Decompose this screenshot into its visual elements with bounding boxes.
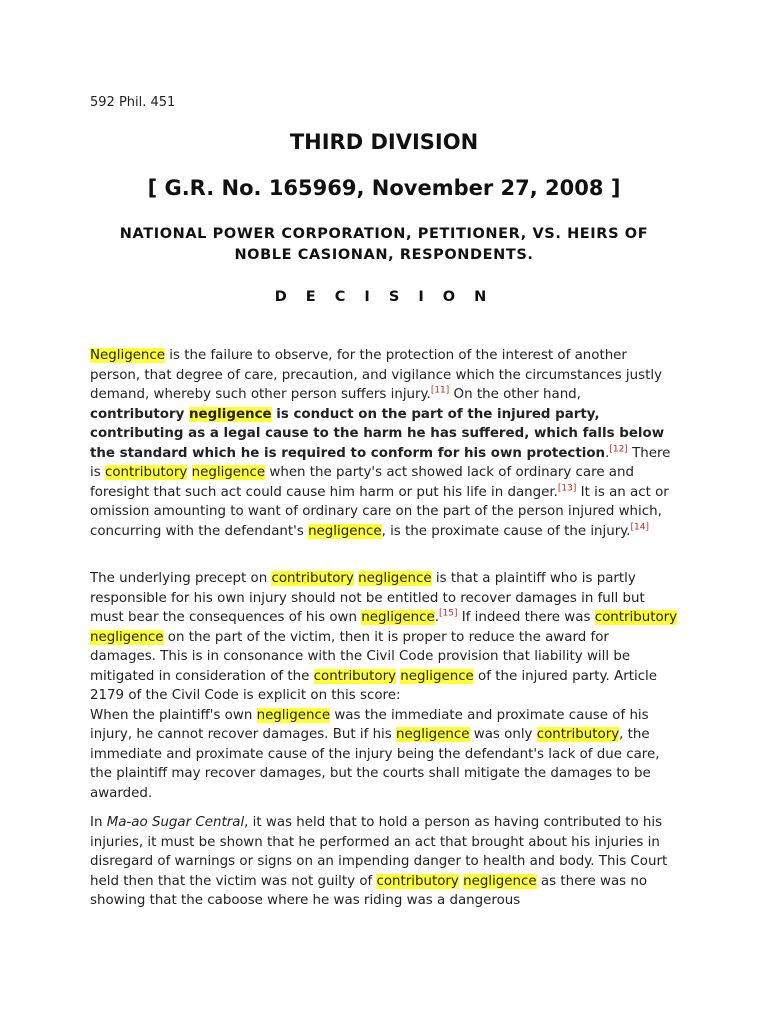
text-run: , it was held that to hold a person as having contributed to his injuries, it must be shown that he performed an act that brought about his injuries in disregard of warnings or signs on an impending danger to health and body. This Court held then that the victim was not guilty of <box>90 815 668 889</box>
case-name-italic: Ma-ao Sugar Central <box>106 815 245 830</box>
highlighted-term: negligence <box>90 629 164 645</box>
highlighted-term: negligence <box>188 406 272 422</box>
highlighted-term: negligence <box>361 610 435 625</box>
highlighted-term: negligence <box>256 707 331 723</box>
paragraph-ma-ao-sugar-central <box>90 813 678 911</box>
highlighted-term: negligence <box>463 873 537 889</box>
decision-body <box>90 346 678 911</box>
highlighted-term: negligence <box>358 571 432 586</box>
footnote-link[interactable]: [13] <box>557 483 577 494</box>
text-run: . <box>605 445 610 461</box>
text-run: It is an act or omission amounting to want of ordinary care on the part of the person injured which, concurring with the defendant's <box>90 484 669 539</box>
parties-heading: NATIONAL POWER CORPORATION, PETITIONER, VS. HEIRS OF NOBLE CASIONAN, RESPONDENTS. <box>119 226 649 263</box>
highlighted-term: contributory <box>594 610 678 625</box>
decision-label: D E C I S I O N <box>274 289 494 305</box>
text-run: If indeed there was <box>457 610 595 625</box>
highlighted-term: negligence <box>400 668 474 684</box>
paragraph-underlying-precept <box>90 569 678 706</box>
text-run: , the immediate and proximate cause of the injury being the defendant's lack of due care, the plaintiff may recover damages, but the courts shall mitigate the damages to be awarded. <box>90 727 660 801</box>
highlighted-term: Negligence <box>90 348 166 363</box>
text-run: when the party's act showed lack of ordinary care and foresight that such act could cause him harm or put his life in danger. <box>90 465 635 500</box>
highlighted-term: contributory <box>271 571 354 586</box>
case-number-heading: [ G.R. No. 165969, November 27, 2008 ] <box>147 176 621 200</box>
footnote-link[interactable]: [14] <box>630 522 649 533</box>
text-run: was only <box>469 727 537 742</box>
highlighted-term: contributory <box>536 727 620 742</box>
text-run: on the part of the victim, then it is proper to reduce the award for damages. This is in consonance with the Civil Code provision that liability will be mitigated in consideration of the <box>90 629 631 684</box>
highlighted-term: negligence <box>308 523 382 539</box>
text-run: On the other hand, <box>449 387 581 402</box>
text-run: contributory <box>90 406 189 422</box>
text-run: When the plaintiff's own <box>90 707 257 723</box>
text-run: is conduct on the part of the injured party, contributing as a legal cause to the harm he has suffered, which falls below the standard which he is required to conform for his own protection <box>90 406 665 461</box>
text-run: is that a plaintiff who is partly responsible for his own injury should not be entitled to recover damages in full but must bear the consequences of his own <box>90 571 645 625</box>
text-run: was the immediate and proximate cause of his injury, he cannot recover damages. But if his <box>90 707 649 742</box>
division-heading: THIRD DIVISION <box>289 130 479 154</box>
highlighted-term: negligence <box>396 727 470 742</box>
highlighted-term: negligence <box>191 465 266 480</box>
highlighted-term: contributory <box>104 465 188 480</box>
text-run: In <box>90 815 107 830</box>
case-citation: 592 Phil. 451 <box>90 95 176 110</box>
text-run <box>187 465 191 480</box>
text-run: is the failure to observe, for the protection of the interest of another person, that degree of care, precaution, and vigilance which the circumstances justly demand, whereby such other person suffers injury. <box>90 348 663 402</box>
highlighted-term: contributory <box>313 668 397 684</box>
footnote-link[interactable]: [12] <box>609 444 628 455</box>
highlighted-term: contributory <box>376 873 459 889</box>
paragraph-article-2179-quote <box>90 706 678 804</box>
paragraph-negligence-definition <box>90 346 678 541</box>
bold-run <box>90 407 664 461</box>
text-run: There is <box>90 445 671 480</box>
text-run: The underlying precept on <box>90 571 272 586</box>
footnote-link[interactable]: [15] <box>439 608 458 619</box>
text-run: of the injured party. Article 2179 of the Civil Code is explicit on this score: <box>90 668 658 703</box>
text-run: as there was no showing that the caboose where he was riding was a dangerous <box>90 873 648 908</box>
footnote-link[interactable]: [11] <box>430 385 450 396</box>
text-run: . <box>434 610 440 625</box>
text-run: , is the proximate cause of the injury. <box>381 523 631 539</box>
